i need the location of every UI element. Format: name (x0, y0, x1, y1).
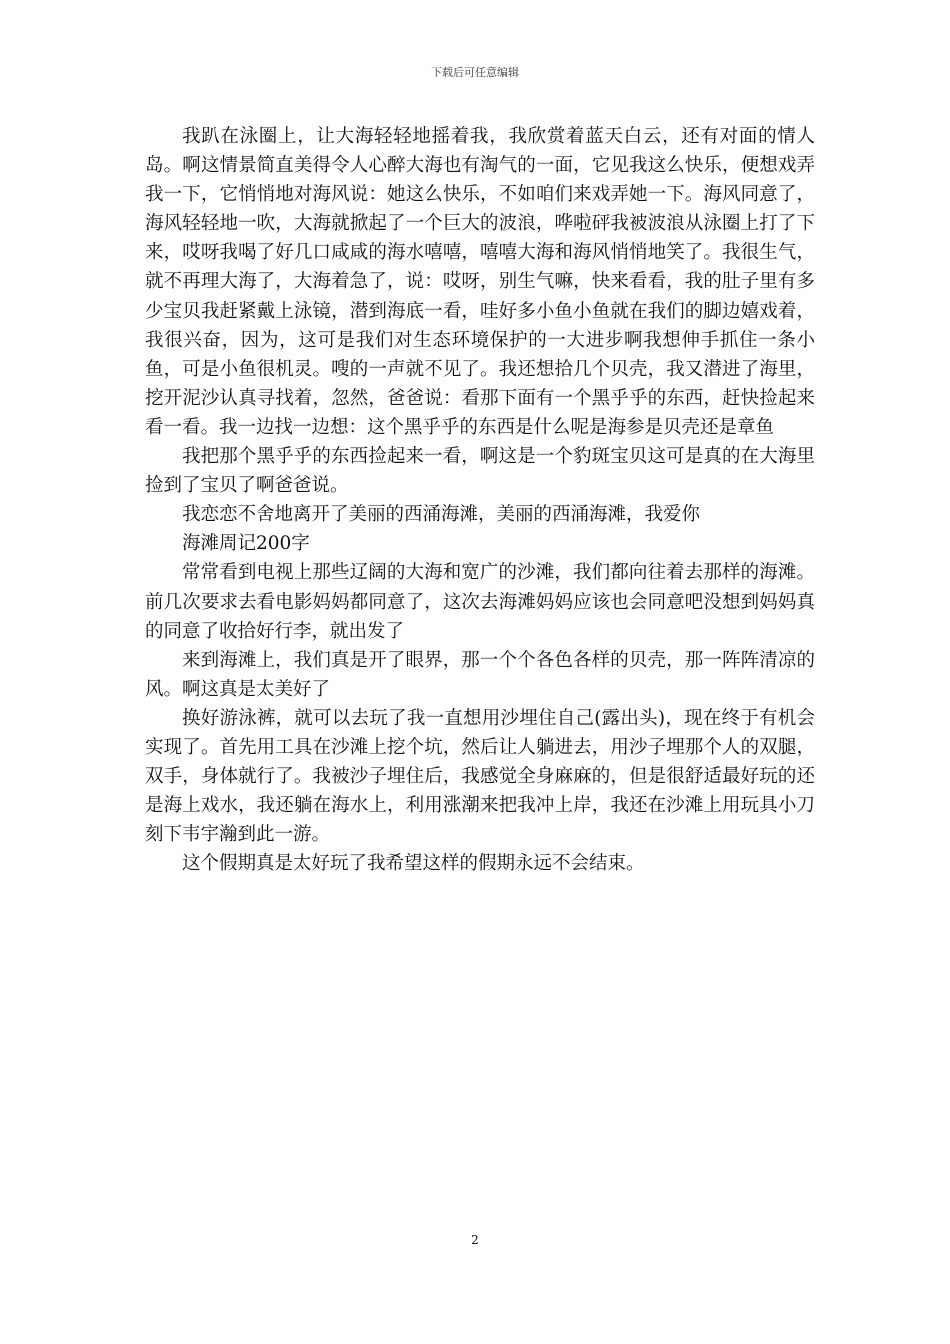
paragraph-beach-play: 我趴在泳圈上，让大海轻轻地摇着我，我欣赏着蓝天白云，还有对面的情人岛。啊这情景简直美得令人心醉大海也有淘气的一面，它见我这么快乐，便想戏弄我一下，它悄悄地对海风说：她这么快乐，不如咱们来戏弄她一下。海风同意了，海风轻轻地一吹，大海就掀起了一个巨大的波浪，哗啦砰我被波浪从泳圈上打了下来，哎呀我喝了好几口咸咸的海水嘻嘻，嘻嘻大海和海风悄悄地笑了。我很生气，就不再理大海了，大海着急了，说：哎呀，别生气嘛，快来看看，我的肚子里有多少宝贝我赶紧戴上泳镜，潜到海底一看，哇好多小鱼小鱼就在我们的脚边嬉戏着，我很兴奋，因为，这可是我们对生态环境保护的一大进步啊我想伸手抓住一条小鱼，可是小鱼很机灵。嗖的一声就不见了。我还想拾几个贝壳，我又潜进了海里，挖开泥沙认真寻找着，忽然，爸爸说：看那下面有一个黑乎乎的东西，赶快捡起来看一看。我一边找一边想：这个黑乎乎的东西是什么呢是海参是贝壳还是章鱼 (145, 126, 815, 438)
paragraph-intro: 常常看到电视上那些辽阔的大海和宽广的沙滩，我们都向往着去那样的海滩。前几次要求去看电影妈妈都同意了，这次去海滩妈妈应该也会同意吧没想到妈妈真的同意了收拾好行李，就出发了 (145, 562, 815, 642)
paragraph-sand-burial: 换好游泳裤，就可以去玩了我一直想用沙埋住自己(露出头)，现在终于有机会实现了。首先用工具在沙滩上挖个坑，然后让人躺进去，用沙子埋那个人的双腿，双手，身体就行了。我被沙子埋住后，我感觉全身麻麻的，但是很舒适最好玩的还是海上戏水，我还躺在海水上，利用涨潮来把我冲上岸，我还在沙滩上用玩具小刀刻下韦宇瀚到此一游。 (145, 707, 815, 846)
page-number: 2 (471, 1233, 479, 1247)
document-body (145, 122, 815, 878)
paragraph-arrival: 来到海滩上，我们真是开了眼界，那一个个各色各样的贝壳，那一阵阵清凉的风。啊这真是太美好了 (145, 649, 815, 700)
section-title: 海滩周记200字 (182, 533, 310, 555)
page-header: 下载后可任意编辑 (431, 66, 519, 79)
paragraph-conclusion: 这个假期真是太好玩了我希望这样的假期永远不会结束。 (182, 853, 645, 875)
paragraph-leopard-cowry: 我把那个黑乎乎的东西捡起来一看，啊这是一个豹斑宝贝这可是真的在大海里捡到了宝贝了啊爸爸说。 (145, 446, 815, 497)
paragraph-farewell: 我恋恋不舍地离开了美丽的西涌海滩，美丽的西涌海滩，我爱你 (182, 504, 701, 526)
